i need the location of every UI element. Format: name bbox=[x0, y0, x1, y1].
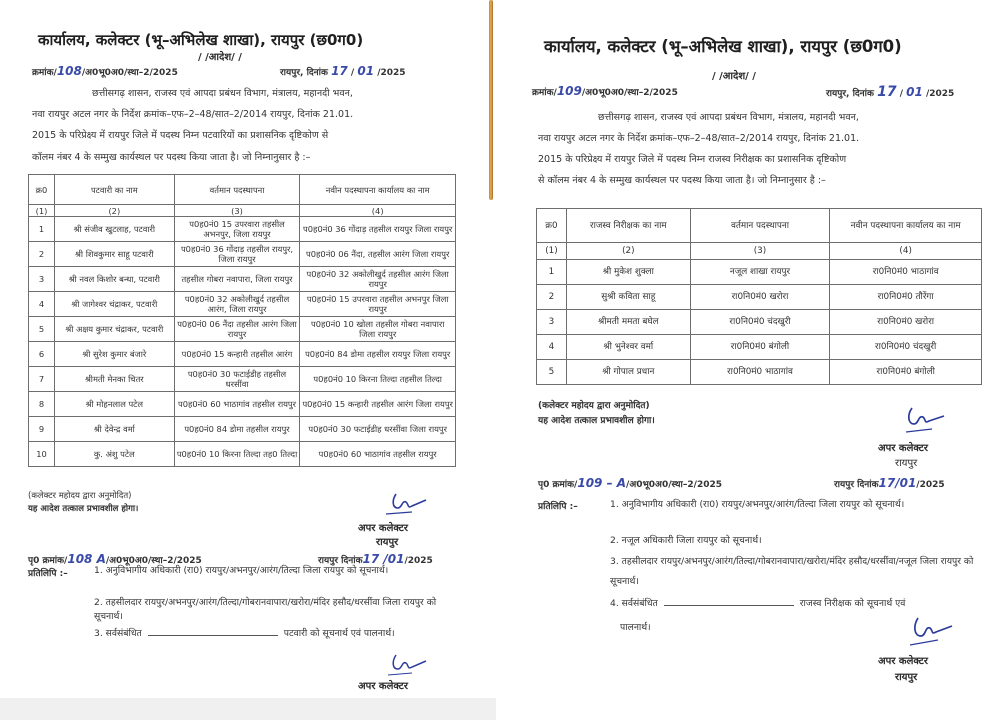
ref-prefix: क्रमांक/ bbox=[532, 88, 557, 98]
column-header: नवीन पदस्थापना कार्यालय का नाम bbox=[830, 209, 982, 243]
column-header: वर्तमान पदस्थापना bbox=[174, 175, 300, 205]
date-prefix: रायपुर, दिनांक bbox=[826, 89, 874, 99]
new-posting-cell: प0ह0नं0 06 नैंदा, तहसील आरंग जिला रायपुर bbox=[300, 242, 456, 267]
endorsement-date-prefix: रायपुर दिनांक bbox=[318, 556, 363, 566]
column-number: (3) bbox=[690, 243, 830, 260]
order-label: / /आदेश/ / bbox=[712, 71, 756, 82]
office-title: कार्यालय, कलेक्टर (भू–अभिलेख शाखा), रायपुर (छ0ग0) bbox=[38, 31, 364, 49]
body-line: 2015 के परिप्रेक्ष्य में रायपुर जिले में पदस्थ निम्न राजस्व निरीक्षक का प्रशासनिक दृष्टिकोण bbox=[538, 154, 847, 165]
copy-item: 1. अनुविभागीय अधिकारी (रा0) रायपुर/अभनपुर/आरंग/तिल्दा जिला रायपुर को सूचनार्थ। bbox=[610, 499, 905, 510]
current-posting-cell: प0ह0नं0 15 कन्हारी तहसील आरंग bbox=[174, 342, 300, 367]
name-cell: श्री गोपाल प्रधान bbox=[566, 360, 690, 385]
signature-image bbox=[382, 652, 432, 678]
copy-label: प्रतिलिपि :– bbox=[538, 502, 578, 512]
endorsement-suffix: /अ0भू0अ0/स्था–2/2025 bbox=[626, 480, 722, 490]
copy-label: प्रतिलिपि :– bbox=[28, 569, 68, 579]
endorsement-number-handwritten: 108 A bbox=[67, 552, 106, 566]
copy-item: 2. नजूल अधिकारी जिला रायपुर को सूचनार्थ। bbox=[610, 535, 762, 546]
new-posting-cell: प0ह0नं0 30 फटाईडीह धरसींवा जिला रायपुर bbox=[300, 417, 456, 442]
column-number-row bbox=[537, 243, 982, 260]
table-row bbox=[29, 442, 456, 467]
current-posting-cell: प0ह0नं0 60 भाठागांव तहसील रायपुर bbox=[174, 392, 300, 417]
reference-number bbox=[32, 64, 178, 78]
endorsement-prefix: पृ0 क्रमांक/ bbox=[28, 556, 68, 566]
name-cell: श्री देवेन्द्र वर्मा bbox=[54, 417, 174, 442]
table-row bbox=[29, 317, 456, 342]
column-header: पटवारी का नाम bbox=[54, 175, 174, 205]
new-posting-cell: प0ह0नं0 10 खोला तहसील गोबरा नवापारा जिला रायपुर bbox=[300, 317, 456, 342]
new-posting-cell: प0ह0नं0 15 उपरवारा तहसील अभनपुर जिला रायपुर bbox=[300, 292, 456, 317]
left-order-document bbox=[0, 0, 492, 698]
column-header: राजस्व निरीक्षक का नाम bbox=[566, 209, 690, 243]
current-posting-cell: प0ह0नं0 84 डोमा तहसील रायपुर bbox=[174, 417, 300, 442]
table-row bbox=[537, 260, 982, 285]
table-row bbox=[29, 342, 456, 367]
right-order-document bbox=[500, 0, 1000, 720]
column-header: क्र0 bbox=[29, 175, 55, 205]
table-header-row bbox=[29, 175, 456, 205]
blank-line bbox=[664, 597, 794, 606]
endorsement-date bbox=[834, 476, 945, 490]
patwari-transfer-table bbox=[28, 174, 456, 467]
current-posting-cell: रा0नि0मं0 भाठागांव bbox=[690, 360, 830, 385]
column-number: (2) bbox=[54, 205, 174, 217]
table-row bbox=[537, 335, 982, 360]
current-posting-cell: प0ह0नं0 30 फटाईडीह तहसील धरसींवा bbox=[174, 367, 300, 392]
endorsement-suffix: /अ0भू0अ0/स्था–2/2025 bbox=[105, 556, 202, 566]
new-posting-cell: रा0नि0मं0 खरोरा bbox=[830, 310, 982, 335]
current-posting-cell: प0ह0नं0 10 किरना तिल्दा तह0 तिल्दा bbox=[174, 442, 300, 467]
signatory-title: अपर कलेक्टर bbox=[358, 681, 408, 692]
name-cell: श्री शिवकुमार साहू पटवारी bbox=[54, 242, 174, 267]
serial-cell: 2 bbox=[29, 242, 55, 267]
ref-prefix: क्रमांक/ bbox=[32, 68, 57, 78]
endorsement-date-year: /2025 bbox=[916, 480, 945, 490]
name-cell: श्रीमती मेनका चितर bbox=[54, 367, 174, 392]
serial-cell: 5 bbox=[29, 317, 55, 342]
copy-item-3-suffix: पटवारी को सूचनार्थ एवं पालनार्थ। bbox=[283, 628, 395, 639]
table-header-row bbox=[537, 209, 982, 243]
body-line: छत्तीसगढ़ शासन, राजस्व एवं आपदा प्रबंधन विभाग, मंत्रालय, महानदी भवन, bbox=[598, 112, 859, 123]
signature-image bbox=[904, 614, 956, 648]
body-line: 2015 के परिप्रेक्ष्य में रायपुर जिले में पदस्थ निम्न पटवारियों का प्रशासनिक दृष्टिकोण से bbox=[32, 130, 329, 141]
reference-number bbox=[532, 84, 678, 98]
date-day-handwritten: 17 bbox=[877, 84, 897, 100]
endorsement-prefix: पृ0 क्रमांक/ bbox=[538, 480, 578, 490]
column-header: वर्तमान पदस्थापना bbox=[690, 209, 830, 243]
ref-suffix: /अ0भू0अ0/स्था–2/2025 bbox=[81, 68, 178, 78]
endorsement-date-prefix: रायपुर दिनांक bbox=[834, 480, 879, 490]
body-line: कॉलम नंबर 4 के सम्मुख कार्यस्थल पर पदस्थ किया जाता है। जो निम्नानुसार है :– bbox=[32, 152, 311, 163]
signatory-title: अपर कलेक्टर bbox=[878, 443, 928, 454]
table-row bbox=[29, 217, 456, 242]
table-row bbox=[537, 360, 982, 385]
date-month-handwritten: 01 bbox=[906, 85, 923, 99]
effective-note: यह आदेश तत्काल प्रभावशील होगा। bbox=[538, 416, 655, 426]
serial-cell: 5 bbox=[537, 360, 567, 385]
new-posting-cell: प0ह0नं0 60 भाठागांव तहसील रायपुर bbox=[300, 442, 456, 467]
current-posting-cell: प0ह0नं0 15 उपरवारा तहसील अभनपुर, जिला रायपुर bbox=[174, 217, 300, 242]
new-posting-cell: रा0नि0मं0 चंदखुरी bbox=[830, 335, 982, 360]
serial-cell: 3 bbox=[29, 267, 55, 292]
table-row bbox=[29, 417, 456, 442]
page-bottom-band bbox=[0, 698, 496, 720]
column-number: (1) bbox=[29, 205, 55, 217]
serial-cell: 3 bbox=[537, 310, 567, 335]
body-line: नवा रायपुर अटल नगर के निर्देश क्रमांक–एफ–2–48/सात–2/2014 रायपुर, दिनांक 21.01. bbox=[538, 133, 860, 144]
body-line: छत्तीसगढ़ शासन, राजस्व एवं आपदा प्रबंधन विभाग, मंत्रालय, महानदी भवन, bbox=[92, 88, 353, 99]
serial-cell: 4 bbox=[29, 292, 55, 317]
signatory-title: अपर कलेक्टर bbox=[358, 523, 408, 534]
endorsement-date-handwritten: 17/01 bbox=[878, 476, 917, 490]
blank-line bbox=[148, 627, 278, 636]
table-row bbox=[537, 285, 982, 310]
copy-item: 2. तहसीलदार रायपुर/अभनपुर/आरंग/तिल्दा/गोबरानवापारा/खरोरा/मंदिर हसौद/धरसींवा जिला रायपुर को सूचनार्थ। bbox=[94, 597, 437, 622]
serial-cell: 6 bbox=[29, 342, 55, 367]
table-row bbox=[29, 367, 456, 392]
office-title: कार्यालय, कलेक्टर (भू–अभिलेख शाखा), रायपुर (छ0ग0) bbox=[544, 37, 902, 56]
serial-cell: 2 bbox=[537, 285, 567, 310]
name-cell: श्री जागेश्वर चंद्राकर, पटवारी bbox=[54, 292, 174, 317]
table-row bbox=[537, 310, 982, 335]
current-posting-cell: रा0नि0मं0 चंदखुरी bbox=[690, 310, 830, 335]
new-posting-cell: रा0नि0मं0 बंगोली bbox=[830, 360, 982, 385]
new-posting-cell: प0ह0नं0 15 कन्हारी तहसील आरंग जिला रायपुर bbox=[300, 392, 456, 417]
current-posting-cell: प0ह0नं0 32 अकोलीखुर्द तहसील आरंग, जिला रायपुर bbox=[174, 292, 300, 317]
copy-item-continuation: पालनार्थ। bbox=[620, 622, 651, 633]
serial-cell: 9 bbox=[29, 417, 55, 442]
desk-edge-strip bbox=[489, 0, 493, 200]
endorsement-date-year: /2025 bbox=[404, 556, 433, 566]
order-date: रायपुर, दिनांक 17 / 01 /2025 bbox=[280, 64, 406, 78]
serial-cell: 4 bbox=[537, 335, 567, 360]
approval-note: (कलेक्टर महोदय द्वारा अनुमोदित) bbox=[538, 401, 650, 411]
current-posting-cell: प0ह0नं0 36 गोंदाड़ तहसील रायपुर, जिला रायपुर bbox=[174, 242, 300, 267]
serial-cell: 1 bbox=[537, 260, 567, 285]
copy-item bbox=[610, 596, 905, 612]
copy-item: 1. अनुविभागीय अधिकारी (रा0) रायपुर/अभनपुर/आरंग/तिल्दा जिला रायपुर को सूचनार्थ। bbox=[94, 565, 389, 576]
copy-item-4-prefix: 4. सर्वसंबंधित bbox=[610, 598, 658, 609]
table-row bbox=[29, 242, 456, 267]
date-day-handwritten: 17 bbox=[331, 64, 348, 78]
name-cell: श्रीमती ममता बघेल bbox=[566, 310, 690, 335]
copy-item bbox=[94, 626, 395, 642]
current-posting-cell: रा0नि0मं0 खरोरा bbox=[690, 285, 830, 310]
current-posting-cell: रा0नि0मं0 बंगोली bbox=[690, 335, 830, 360]
current-posting-cell: प0ह0नं0 06 नैंदा तहसील आरंग जिला रायपुर bbox=[174, 317, 300, 342]
new-posting-cell: रा0नि0मं0 तौरेंगा bbox=[830, 285, 982, 310]
column-header: नवीन पदस्थापना कार्यालय का नाम bbox=[300, 175, 456, 205]
new-posting-cell: प0ह0नं0 84 डोमा तहसील रायपुर जिला रायपुर bbox=[300, 342, 456, 367]
new-posting-cell: प0ह0नं0 36 गोंदाड़ तहसील रायपुर जिला रायपुर bbox=[300, 217, 456, 242]
column-number: (3) bbox=[174, 205, 300, 217]
column-number: (4) bbox=[830, 243, 982, 260]
name-cell: कु. अंशु पटेल bbox=[54, 442, 174, 467]
endorsement-number-handwritten: 109 – A bbox=[577, 476, 627, 490]
date-year: /2025 bbox=[377, 68, 406, 78]
name-cell: श्री भुनेश्वर वर्मा bbox=[566, 335, 690, 360]
new-posting-cell: प0ह0नं0 10 किरना तिल्दा तहसील तिल्दा bbox=[300, 367, 456, 392]
effective-note: यह आदेश तत्काल प्रभावशील होगा। bbox=[28, 504, 139, 514]
date-month-handwritten: 01 bbox=[357, 64, 375, 78]
table-row bbox=[29, 292, 456, 317]
column-number: (1) bbox=[537, 243, 567, 260]
signatory-place: रायपुर bbox=[895, 672, 918, 683]
date-prefix: रायपुर, दिनांक bbox=[280, 68, 328, 78]
name-cell: श्री नवल किशोर बन्धा, पटवारी bbox=[54, 267, 174, 292]
body-line: से कॉलम नंबर 4 के सम्मुख कार्यस्थल पर पदस्थ किया जाता है। जो निम्नानुसार है :– bbox=[538, 175, 826, 186]
copy-item-3-prefix: 3. सर्वसंबंधित bbox=[94, 628, 142, 639]
endorsement-date-handwritten: 17 /01 bbox=[362, 552, 405, 566]
order-label: / /आदेश/ / bbox=[198, 52, 242, 63]
current-posting-cell: नजूल शाखा रायपुर bbox=[690, 260, 830, 285]
date-year: /2025 bbox=[925, 89, 955, 99]
new-posting-cell: प0ह0नं0 32 अकोलीखुर्द तहसील आरंग जिला रायपुर bbox=[300, 267, 456, 292]
serial-cell: 8 bbox=[29, 392, 55, 417]
order-date: रायपुर, दिनांक 17 / 01 /2025 bbox=[826, 84, 955, 100]
copy-item-4-suffix: राजस्व निरीक्षक को सूचनार्थ एवं bbox=[799, 598, 906, 609]
table-row bbox=[29, 392, 456, 417]
endorsement-number bbox=[538, 476, 722, 490]
name-cell: श्री मोहनलाल पटेल bbox=[54, 392, 174, 417]
signatory-title: अपर कलेक्टर bbox=[878, 656, 928, 667]
name-cell: श्री अक्षय कुमार चंद्राकर, पटवारी bbox=[54, 317, 174, 342]
current-posting-cell: तहसील गोबरा नवापारा, जिला रायपुर bbox=[174, 267, 300, 292]
ref-number-handwritten: 108 bbox=[56, 64, 82, 78]
ref-number-handwritten: 109 bbox=[556, 84, 582, 98]
signatory-place: रायपुर bbox=[376, 537, 399, 548]
serial-cell: 10 bbox=[29, 442, 55, 467]
signature-image bbox=[898, 404, 948, 436]
body-line: नवा रायपुर अटल नगर के निर्देश क्रमांक–एफ–2–48/सात–2/2014 रायपुर, दिनांक 21.01. bbox=[32, 109, 354, 120]
ref-suffix: /अ0भू0अ0/स्था–2/2025 bbox=[581, 88, 678, 98]
column-number: (4) bbox=[300, 205, 456, 217]
revenue-inspector-transfer-table bbox=[536, 208, 982, 385]
signatory-place: रायपुर bbox=[895, 458, 918, 469]
copy-item: 3. तहसीलदार रायपुर/अभनपुर/आरंग/तिल्दा/गोबरानवापारा/खरोरा/मंदिर हसौद/धरसींवा/नजूल जिला रायपुर को सूचनार्थ। bbox=[610, 556, 974, 587]
column-header: क्र0 bbox=[537, 209, 567, 243]
name-cell: श्री मुकेश शुक्ला bbox=[566, 260, 690, 285]
column-number-row bbox=[29, 205, 456, 217]
new-posting-cell: रा0नि0मं0 भाठागांव bbox=[830, 260, 982, 285]
approval-note: (कलेक्टर महोदय द्वारा अनुमोदित) bbox=[28, 491, 132, 501]
column-number: (2) bbox=[566, 243, 690, 260]
name-cell: सुश्री कविता साहू bbox=[566, 285, 690, 310]
name-cell: श्री सुरेश कुमार बंजारे bbox=[54, 342, 174, 367]
name-cell: श्री संजीव खुटलाह, पटवारी bbox=[54, 217, 174, 242]
table-row bbox=[29, 267, 456, 292]
signature-image bbox=[382, 490, 432, 518]
serial-cell: 7 bbox=[29, 367, 55, 392]
serial-cell: 1 bbox=[29, 217, 55, 242]
